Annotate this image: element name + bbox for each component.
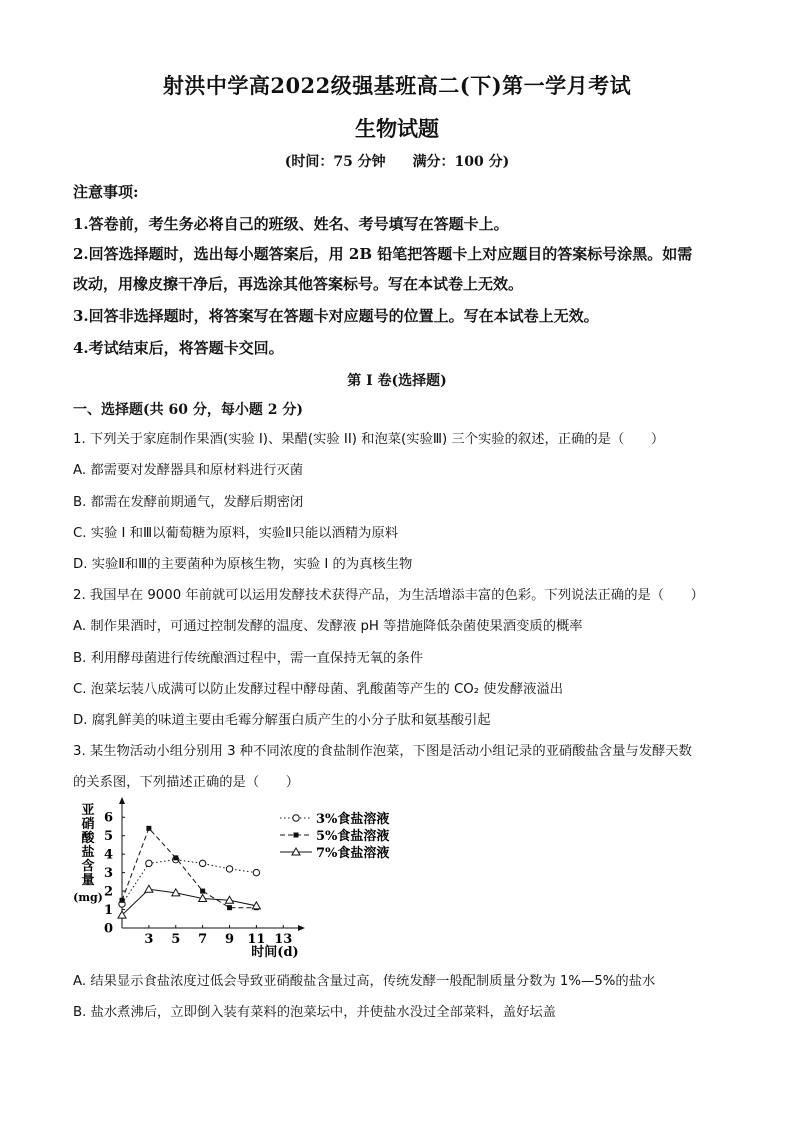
data-point <box>199 860 205 866</box>
x-tick-label: 3 <box>144 932 154 947</box>
chart-legend <box>280 811 389 861</box>
notice-item: 1.答卷前，考生务必将自己的班级、姓名、考号填写在答题卡上。 <box>73 215 509 233</box>
notice-heading: 注意事项: <box>73 183 139 201</box>
x-tick-label: 9 <box>224 932 235 947</box>
notice-item: 4.考试结束后，将答题卡交回。 <box>73 339 284 357</box>
notice-item: 3.回答非选择题时，将答案写在答题卡对应题号的位置上。写在本试卷上无效。 <box>73 307 599 325</box>
x-tick-label: 7 <box>198 932 208 947</box>
svg-text:盐: 盐 <box>81 845 95 860</box>
data-point <box>145 885 153 892</box>
question-option: B. 盐水煮沸后，立即倒入装有菜料的泡菜坛中，并使盐水没过全部菜料，盖好坛盖 <box>73 1005 556 1020</box>
y-tick-label: 3 <box>103 866 113 882</box>
y-axis-label <box>73 803 103 904</box>
x-tick-label: 13 <box>274 932 293 947</box>
question-option: C. 实验 I 和Ⅲ以葡萄糖为原料，实验Ⅱ只能以酒精为原料 <box>73 526 399 541</box>
question-option: A. 都需要对发酵器具和原材料进行灭菌 <box>73 463 304 478</box>
question-stem: 的关系图，下列描述正确的是（ ） <box>73 775 300 790</box>
y-tick-label: 2 <box>103 884 113 900</box>
series-line <box>122 889 256 915</box>
question-option: A. 结果显示食盐浓度过低会导致亚硝酸盐含量过高，传统发酵一般配制质量分数为 1%—5%的盐水 <box>73 974 656 989</box>
x-tick-label: 5 <box>171 932 181 947</box>
svg-text:含: 含 <box>81 859 95 874</box>
question-stem: 3. 某生物活动小组分别用 3 种不同浓度的食盐制作泡菜，下图是活动小组记录的亚硝酸盐含量与发酵天数 <box>73 744 692 759</box>
subject-title: 生物试题 <box>355 116 439 141</box>
y-tick-label: 0 <box>103 921 113 937</box>
notice-item: 2.回答选择题时，选出每小题答案后，用 2B 铅笔把答题卡上对应题目的答案标号涂黑。如需 <box>73 245 693 263</box>
series-triangle <box>118 885 260 918</box>
series-line <box>122 860 256 904</box>
question-option: B. 都需在发酵前期通气，发酵后期密闭 <box>73 495 304 510</box>
nitrite-chart <box>60 796 410 964</box>
y-tick-label: 5 <box>103 829 113 845</box>
question-option: D. 实验Ⅱ和Ⅲ的主要菌种为原核生物，实验 I 的为真核生物 <box>73 557 413 572</box>
exam-title: 射洪中学高2022级强基班高二(下)第一学月考试 <box>162 73 632 98</box>
x-axis-label: 时间(d) <box>251 945 299 960</box>
legend-label: 3%食盐溶液 <box>316 812 390 827</box>
question-option: D. 腐乳鲜美的味道主要由毛霉分解蛋白质产生的小分子肽和氨基酸引起 <box>73 713 491 728</box>
svg-text:(mg): (mg) <box>73 891 103 904</box>
data-point <box>173 855 178 860</box>
svg-text:硝: 硝 <box>81 817 95 832</box>
y-tick-label: 4 <box>103 847 113 863</box>
question-option: C. 泡菜坛装八成满可以防止发酵过程中酵母菌、乳酸菌等产生的 CO₂ 使发酵液溢出 <box>73 682 564 697</box>
svg-text:酸: 酸 <box>81 831 95 846</box>
section-heading: 一、选择题(共 60 分，每小题 2 分) <box>73 402 303 418</box>
data-point <box>120 898 125 903</box>
y-tick-label: 1 <box>103 903 113 919</box>
series-circle <box>119 856 260 907</box>
y-axis-arrow <box>119 797 125 804</box>
exam-time: (时间：75 分钟 <box>284 154 386 170</box>
exam-score: 满分：100 分) <box>412 154 510 170</box>
data-point <box>253 869 259 875</box>
y-tick-label: 6 <box>103 810 113 826</box>
data-point <box>226 866 232 872</box>
data-point <box>227 905 232 910</box>
legend-label: 7%食盐溶液 <box>316 846 390 861</box>
notice-item: 改动，用橡皮擦干净后，再选涂其他答案标号。写在本试卷上无效。 <box>73 275 524 293</box>
data-point <box>200 889 205 894</box>
x-tick-label: 11 <box>247 932 266 947</box>
svg-text:亚: 亚 <box>81 803 95 818</box>
svg-text:量: 量 <box>81 873 95 888</box>
legend-label: 5%食盐溶液 <box>316 829 390 844</box>
question-option: A. 制作果酒时，可通过控制发酵的温度、发酵液 pH 等措施降低杂菌使果酒变质的概率 <box>73 619 583 634</box>
volume-heading: 第 I 卷(选择题) <box>347 373 447 389</box>
data-point <box>146 826 151 831</box>
data-point <box>146 860 152 866</box>
data-point <box>293 815 299 821</box>
data-point <box>294 833 299 838</box>
x-axis-arrow <box>298 925 305 931</box>
question-stem: 1. 下列关于家庭制作果酒(实验 I)、果醋(实验 II) 和泡菜(实验Ⅲ) 三个实验的叙述，正确的是（ ） <box>73 432 665 447</box>
question-option: B. 利用酵母菌进行传统酿酒过程中，需一直保持无氧的条件 <box>73 651 423 666</box>
exam-info <box>0 151 794 171</box>
question-stem: 2. 我国早在 9000 年前就可以运用发酵技术获得产品，为生活增添丰富的色彩。下列说法正确的是（ ） <box>73 588 704 603</box>
